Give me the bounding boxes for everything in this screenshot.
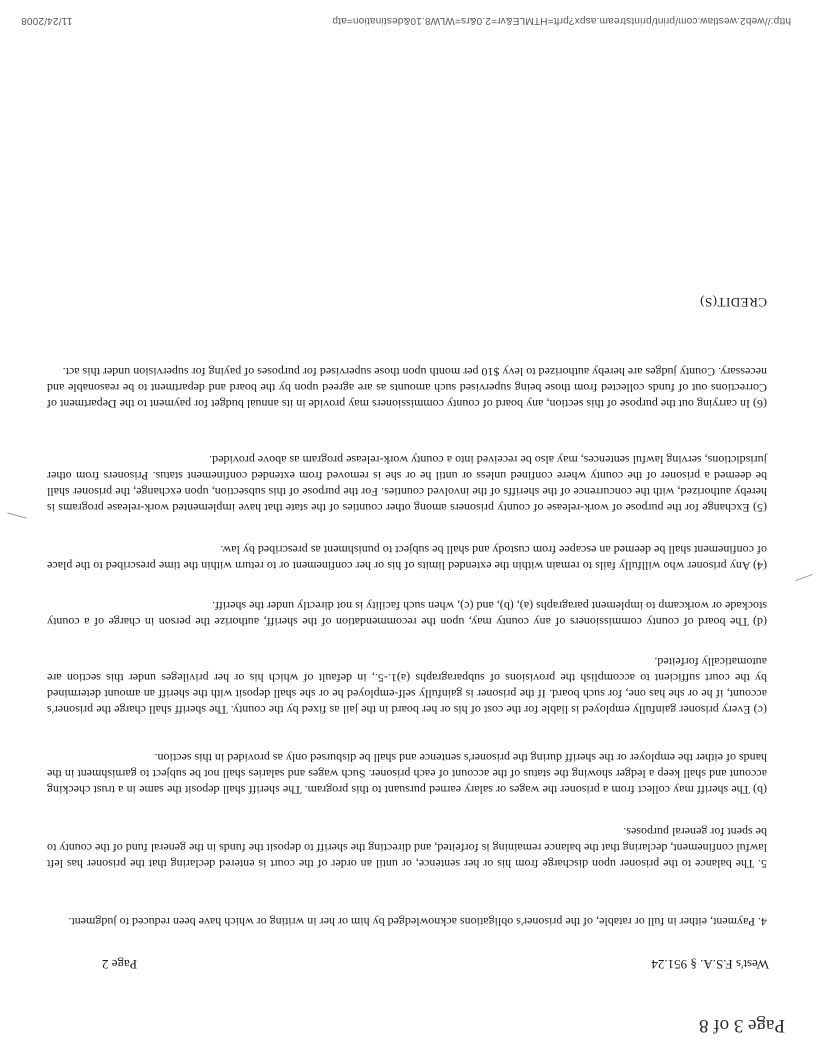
paragraph-text: (c) Every prisoner gainfully employed is liable for the cost of his or her board in the jail as fixed by the county. The sheriff shall charge the prisoner's account, if he or she has one, for such board. If the prisoner is gainfully self-employed he or she shall deposit with the sheriff an amount determined by the court sufficient to accomplish the provisions of subparagraphs (a)1.-5., in default of which his or her privileges under this section are automatically forfeited. <box>47 655 767 717</box>
paragraph-text: (d) The board of county commissioners of any county may, upon the recommendation of the sheriff, authorize the person in charge of a county stockade or workcamp to implement paragraphs (a), (b), and (c), when such facility is not directly under the sheriff. <box>47 599 767 629</box>
print-url: http://web2.westlaw.com/print/printstream.aspx?prft=HTMLE&vr=2.0&rs=WLW8.10&destination=atp <box>332 15 791 26</box>
paragraph-5 <box>47 824 767 872</box>
paragraph-text: (5) Exchange for the purpose of work-release of county prisoners among other counties of the state that have implemented work-release programs is hereby authorized, with the concurrence of the sheriffs of the involved counties. For the purpose of this subsection, upon exchange, the prisoner shall be deemed a prisoner of the county where confined unless or until he or she is removed from extended confinement status. Prisoners from other jurisdictions, serving lawful sentences, may also be received into a county work-release program as above provided. <box>47 453 767 515</box>
statute-citation: West's F.S.A. § 951.24 <box>651 957 769 972</box>
paragraph-5-exchange <box>47 452 767 516</box>
paragraph-c <box>47 654 767 718</box>
paragraph-4 <box>47 914 767 930</box>
paragraph-text: 4. Payment, either in full or ratable, of the prisoner's obligations acknowledged by him or her in writing or which have been reduced to judgment. <box>68 915 767 929</box>
print-url-footer <box>21 15 791 26</box>
paragraph-text: (b) The sheriff may collect from a prisoner the wages or salary earned pursuant to this program. The sheriff shall deposit the same in a trust checking account and shall keep a ledger showing the status of the account of each prisoner. Such wages and salaries shall not be subject to garnishment in the hands of either the employer or the sheriff during the prisoner's sentence and shall be disbursed only as provided in this section. <box>47 751 767 797</box>
print-timestamp: 11/24/2008 <box>21 15 73 26</box>
page-number-label: Page 2 <box>101 957 137 972</box>
paragraph-6-budget <box>47 364 767 412</box>
paragraph-text: (6) In carrying out the purpose of this section, any board of county commissioners may provide in its annual budget for payment to the Department of Corrections out of funds collected from those being supervised such amounts as are agreed upon by the board and department to be reasonable and necessary. County judges are hereby authorized to levy $10 per month upon those supervised for purposes of paying for supervision under this act. <box>47 365 767 411</box>
paragraph-4-escape <box>47 542 767 574</box>
paragraph-b <box>47 750 767 798</box>
page-of-label: Page 3 of 8 <box>698 1015 785 1036</box>
paragraph-text: 5. The balance to the prisoner upon discharge from his or her sentence, or until an order of the court is entered declaring that the prisoner has left lawful confinement, declaring that the balance remaining is forfeited, and directing the sheriff to deposit the funds in the general fund of the county to be spent for general purposes. <box>47 825 767 871</box>
credits-heading: CREDIT(S) <box>699 295 767 310</box>
paragraph-d <box>47 598 767 630</box>
scan-mark <box>795 574 812 581</box>
paragraph-text: (4) Any prisoner who willfully fails to remain within the extended limits of his or her confinement or to return within the time prescribed to the place of confinement shall be deemed an escapee from custody and shall be subject to punishment as prescribed by law. <box>47 543 767 573</box>
scan-mark <box>7 512 27 518</box>
